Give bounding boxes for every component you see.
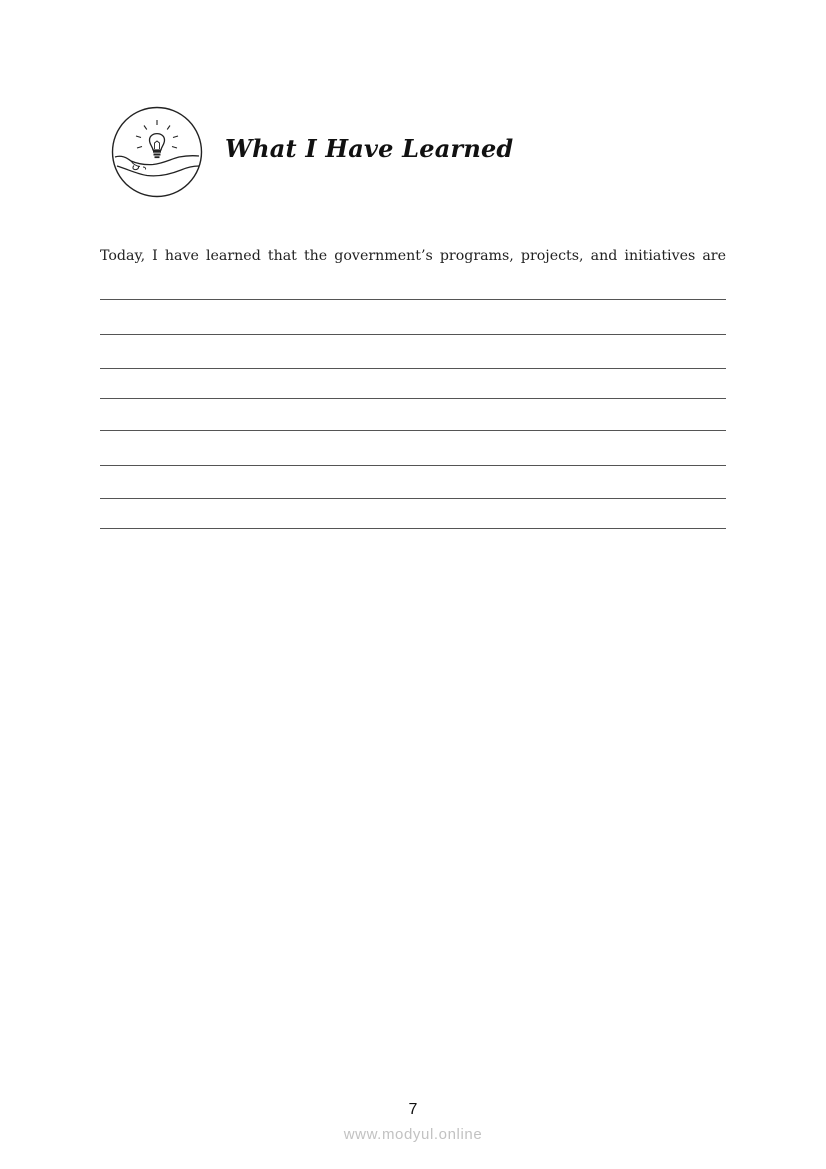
watermark: www.modyul.online (343, 1126, 483, 1143)
answer-line[interactable] (100, 430, 726, 431)
answer-line[interactable] (100, 398, 726, 399)
section-title: What I Have Learned (225, 134, 514, 163)
answer-line[interactable] (100, 498, 726, 499)
prompt-text: Today, I have learned that the government’s programs, projects, and initiatives are (100, 248, 726, 264)
answer-line[interactable] (100, 299, 726, 300)
lightbulb-in-hand-icon (111, 106, 203, 198)
answer-line[interactable] (100, 334, 726, 335)
answer-line[interactable] (100, 465, 726, 466)
answer-line[interactable] (100, 368, 726, 369)
page-number: 7 (408, 1101, 418, 1118)
answer-line[interactable] (100, 528, 726, 529)
